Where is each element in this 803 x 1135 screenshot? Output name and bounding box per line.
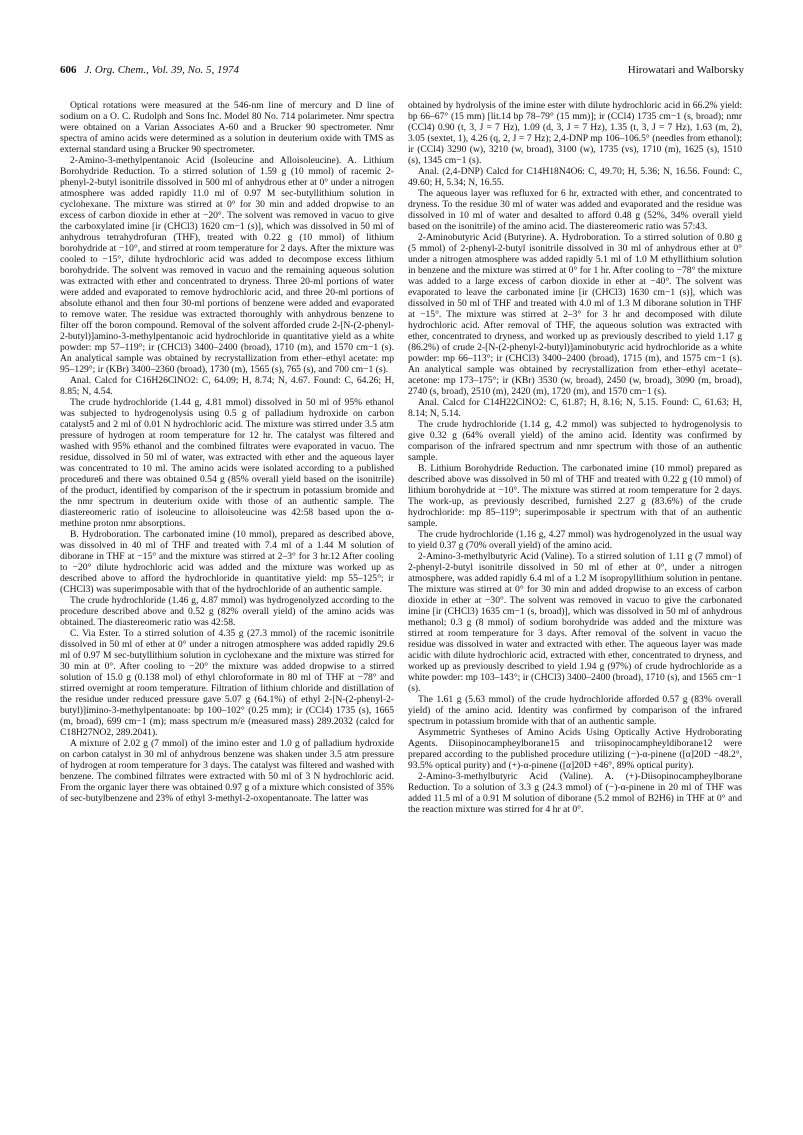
paragraph: B. Lithium Borohydride Reduction. The carbonated imine (10 mmol) prepared as described above was dissolved in 50 ml of THF and treated with 0.22 g (10 mmol) of lithium borohydride at −10°. The mixture was stirred at room temperature for 2 days. The work-up, as previously described, furnished 2.27 g (83.6%) of the crude hydrochloride: mp 85–119°; superimposable ir spectrum with that of an authentic sample. (408, 463, 742, 529)
paragraph: The aqueous layer was refluxed for 6 hr, extracted with ether, and concentrated to dryness. To the residue 30 ml of water was added and evaporated and the residue was dissolved in 10 ml of water and desalted to afford 0.48 g (52%, 34% overall yield based on the isonitrile) of the amino acid. The diastereomeric ratio was 57:43. (408, 188, 742, 232)
paragraph: A mixture of 2.02 g (7 mmol) of the imino ester and 1.0 g of palladium hydroxide on carbon catalyst in 30 ml of anhydrous benzene was shaken under 3.5 atm pressure of hydrogen at room temperature for 3 days. The catalyst was filtered and washed with benzene. The combined filtrates were extracted with 50 ml of 3 N hydrochloric acid. From the organic layer there was obtained 0.97 g of a mixture which consisted of 35% of sec-butylbenzene and 23% of ethyl 3-methyl-2-oxopentanoate. The latter was (60, 738, 394, 804)
paragraph: Anal. (2,4-DNP) Calcd for C14H18N4O6: C, 49.70; H, 5.36; N, 16.56. Found: C, 49.60; H, 5.34; N, 16.55. (408, 166, 742, 188)
paragraph: The crude hydrochloride (1.16 g, 4.27 mmol) was hydrogenolyzed in the usual way to yield 0.37 g (70% overall yield) of the amino acid. (408, 529, 742, 551)
paragraph: Anal. Calcd for C14H22ClNO2: C, 61.87; H, 8.16; N, 5.15. Found: C, 61.63; H, 8.14; N, 5.14. (408, 397, 742, 419)
left-column (60, 100, 394, 1110)
header-left (60, 62, 239, 78)
header-authors: Hirowatari and Walborsky (627, 64, 744, 76)
paragraph: 2-Amino-3-methylbutyric Acid (Valine). A. (+)-Diisopinocampheylborane Reduction. To a solution of 3.3 g (24.3 mmol) of (−)-α-pinene in 20 ml of THF was added 11.5 ml of a 0.91 M solution of diborane (5.2 mmol of B2H6) in THF at 0° and the reaction mixture was stirred for 4 hr at 0°. (408, 771, 742, 815)
paragraph: obtained by hydrolysis of the imine ester with dilute hydrochloric acid in 66.2% yield: bp 66–67° (15 mm) [lit.14 bp 78–79° (15 mm)]; ir (CCl4) 1735 cm−1 (s, broad); nmr (CCl4) 0.90 (t, 3, J = 7 Hz), 1.09 (d, 3, J = 7 Hz), 1.35 (t, 3, J = 7 Hz), 1.63 (m, 2), 3.05 (sextet, 1), 4.26 (q, 2, J = 7 Hz); 2,4-DNP mp 106–106.5° (needles from ethanol); ir (CCl4) 3290 (w), 3210 (w, broad), 3100 (w), 1735 (vs), 1710 (m), 1625 (s), 1510 (s), 1345 cm−1 (s). (408, 100, 742, 166)
paragraph: The crude hydrochloride (1.14 g, 4.2 mmol) was subjected to hydrogenolysis to give 0.32 g (64% overall yield) of the amino acid. Identity was confirmed by comparison of the infrared spectrum and nmr spectrum with those of an authentic sample. (408, 419, 742, 463)
paragraph: B. Hydroboration. The carbonated imine (10 mmol), prepared as described above, was dissolved in 40 ml of THF and treated with 7.4 ml of a 1.44 M solution of diborane in THF at −15° and the mixture was stirred at 2–3° for 3 hr.12 After cooling to −20° dilute hydrochloric acid was added and the mixture was worked up as described above to afford the hydrochloride in quantitative yield: mp 55–125°; ir (CHCl3) was superimposable with that of the hydrochloride of an authentic sample. (60, 529, 394, 595)
paragraph: The crude hydrochloride (1.46 g, 4.87 mmol) was hydrogenolyzed according to the procedure described above and 0.52 g (82% overall yield) of the amino acids was obtained. The diastereomeric ratio was 42:58. (60, 595, 394, 628)
running-header (60, 62, 744, 78)
paragraph: Optical rotations were measured at the 546-nm line of mercury and D line of sodium on a O. C. Rudolph and Sons Inc. Model 80 No. 714 polarimeter. Nmr spectra were obtained on a Varian Associates A-60 and a Brucker 90 spectrometer. Nmr spectra of amino acids were determined as a solution in deuterium oxide with TMS as external standard using a Brucker 90 spectrometer. (60, 100, 394, 155)
paragraph: Anal. Calcd for C16H26ClNO2: C, 64.09; H, 8.74; N, 4.67. Found: C, 64.26; H, 8.85; N, 4.54. (60, 375, 394, 397)
paragraph: The crude hydrochloride (1.44 g, 4.81 mmol) dissolved in 50 ml of 95% ethanol was subjected to hydrogenolysis using 0.5 g of palladium hydroxide on carbon catalyst5 and 2 ml of 0.01 N hydrochloric acid. The mixture was stirred under 3.5 atm pressure of hydrogen at room temperature for 12 hr. The catalyst was filtered and washed with 95% ethanol and the combined filtrates were evaporated in vacuo. The residue, dissolved in 50 ml of water, was extracted with ether and the aqueous layer was concentrated to 10 ml. The amino acids were isolated according to a published procedure6 and there was obtained 0.54 g (85% overall yield based on the isonitrile) of the product, identified by comparison of the ir spectrum in potassium bromide and the nmr spectrum in deuterium oxide with those of an authentic sample. The diastereomeric ratio of isoleucine to alloisoleucine was 42:58 based upon the α-methine proton nmr absorptions. (60, 397, 394, 529)
paragraph: C. Via Ester. To a stirred solution of 4.35 g (27.3 mmol) of the racemic isonitrile dissolved in 50 ml of ether at 0° under a nitrogen atmosphere was added rapidly 29.6 ml of 0.97 M sec-butyllithium solution in cyclohexane and the mixture was stirred for 30 min at 0°. After cooling to −20° the mixture was added dropwise to a stirred solution of 15.0 g (0.138 mol) of ethyl chloroformate in 80 ml of THF at −78° and stirred overnight at room temperature. Filtration of lithium chloride and distillation of the residue under reduced pressure gave 5.07 g (64.1%) of ethyl 2-[N-(2-phenyl-2-butyl)]imino-3-methylpentanoate: bp 100–102° (0.25 mm); ir (CCl4) 1735 (s), 1665 (m, broad), 699 cm−1 (m); mass spectrum m/e (measured mass) 289.2032 (calcd for C18H27NO2, 289.2041). (60, 628, 394, 738)
paragraph: 2-Amino-3-methylbutyric Acid (Valine). To a stirred solution of 1.11 g (7 mmol) of 2-phenyl-2-butyl isonitrile dissolved in 50 ml of ether at 0°, under a nitrogen atmosphere, was added rapidly 6.4 ml of a 1.2 M isopropyllithium solution in pentane. The mixture was stirred at 0° for 30 min and added dropwise to an excess of carbon dioxide in ether at −30°. The solvent was removed in vacuo to give the carbonated imine [ir (CHCl3) 1635 cm−1 (s, broad)], which was dissolved in 50 ml of anhydrous methanol; 0.3 g (8 mmol) of sodium borohydride was added and the mixture was stirred at room temperature for 3 days. After removal of the solvent in vacuo the residue was dissolved in water and extracted with ether. The aqueous layer was made acidic with dilute hydrochloric acid, extracted with ether, concentrated to dryness, and worked up as previously described to yield 1.94 g (97%) of crude hydrochloride as a white powder: mp 103–143°; ir (CHCl3) 3400–2400 (broad), 1710 (s), and 1565 cm−1 (s). (408, 551, 742, 694)
journal-citation: J. Org. Chem., Vol. 39, No. 5, 1974 (84, 64, 240, 76)
page-number: 606 (60, 64, 77, 76)
paragraph: The 1.61 g (5.63 mmol) of the crude hydrochloride afforded 0.57 g (83% overall yield) of the amino acid. Identity was confirmed by comparison of the infrared spectrum in potassium bromide with that of an authentic sample. (408, 694, 742, 727)
paragraph: 2-Aminobutyric Acid (Butyrine). A. Hydroboration. To a stirred solution of 0.80 g (5 mmol) of 2-phenyl-2-butyl isonitrile dissolved in 30 ml of anhydrous ether at 0° under a nitrogen atmosphere was added rapidly 5.1 ml of 1.0 M ethyllithium solution in benzene and the mixture was stirred at 0° for 1 hr. After cooling to −78° the mixture was added to a large excess of carbon dioxide in ether at −40°. The solvent was evaporated to leave the carbonated imine [ir (CHCl3) 1630 cm−1 (s)], which was dissolved in 50 ml of THF and treated with 4.0 ml of 1.3 M diborane solution in THF at −15°. The mixture was stirred at 2–3° for 3 hr and decomposed with dilute hydrochloric acid. After removal of THF, the aqueous solution was extracted with ether, concentrated to dryness, and worked up as previously described to yield 1.17 g (86.2%) of crude 2-[N-(2-phenyl-2-butyl)]aminobutyric acid hydrochloride as a white powder: mp 66–113°; ir (CHCl3) 3400–2400 (broad), 1715 (m), and 1575 cm−1 (s). An analytical sample was obtained by recrystallization from ether–ethyl acetate–acetone: mp 173–175°; ir (KBr) 3530 (w, broad), 2450 (w, broad), 3090 (m, broad), 2740 (s, broad), 2510 (m), 2420 (m), 1720 (m), and 1570 cm−1 (s). (408, 232, 742, 397)
paragraph: 2-Amino-3-methylpentanoic Acid (Isoleucine and Alloisoleucine). A. Lithium Borohydride Reduction. To a stirred solution of 1.59 g (10 mmol) of racemic 2-phenyl-2-butyl isonitrile dissolved in 500 ml of anhydrous ether at 0° under a nitrogen atmosphere was added rapidly 11.0 ml of 0.97 M sec-butyllithium solution in cyclohexane. The mixture was stirred at 0° for 30 min and added dropwise to an excess of carbon dioxide in ether at −20°. The solvent was removed in vacuo to give the carboxylated imine [ir (CHCl3) 1620 cm−1 (s)], which was dissolved in 50 ml of anhydrous tetrahydrofuran (THF), treated with 0.22 g (10 mmol) of lithium borohydride at −10°, and stirred at room temperature for 2 days. After the mixture was cooled to −15°, dilute hydrochloric acid was added to decompose excess lithium borohydride. The solvent was removed in vacuo and the remaining aqueous solution was extracted with ether and concentrated to dryness. Three 20-ml portions of water were added and evaporated to remove hydrochloric acid, and three 20-ml portions of absolute ethanol and then four 30-ml portions of benzene were added and evaporated to remove water. The residue was extracted thoroughly with anhydrous benzene to filter off the boron compound. Removal of the solvent afforded crude 2-[N-(2-phenyl-2-butyl)]amino-3-methylpentanoic acid hydrochloride in quantitative yield as a white powder: mp 57–119°; ir (CHCl3) 3400–2400 (broad), 1710 (m), and 1570 cm−1 (s). An analytical sample was obtained by recrystallization from ether–ethyl acetate: mp 95–129°; ir (KBr) 3400–2360 (broad), 1730 (m), 1565 (s), 765 (s), and 700 cm−1 (s). (60, 155, 394, 375)
right-column (408, 100, 742, 1110)
paragraph: Asymmetric Syntheses of Amino Acids Using Optically Active Hydroborating Agents. Diisopinocampheylborane15 and triisopinocampheyldiborane12 were prepared according to the published procedure utilizing (−)-α-pinene ([α]20D −48.2°, 93.5% optical purity) and (+)-α-pinene ([α]20D +46°, 89% optical purity). (408, 727, 742, 771)
